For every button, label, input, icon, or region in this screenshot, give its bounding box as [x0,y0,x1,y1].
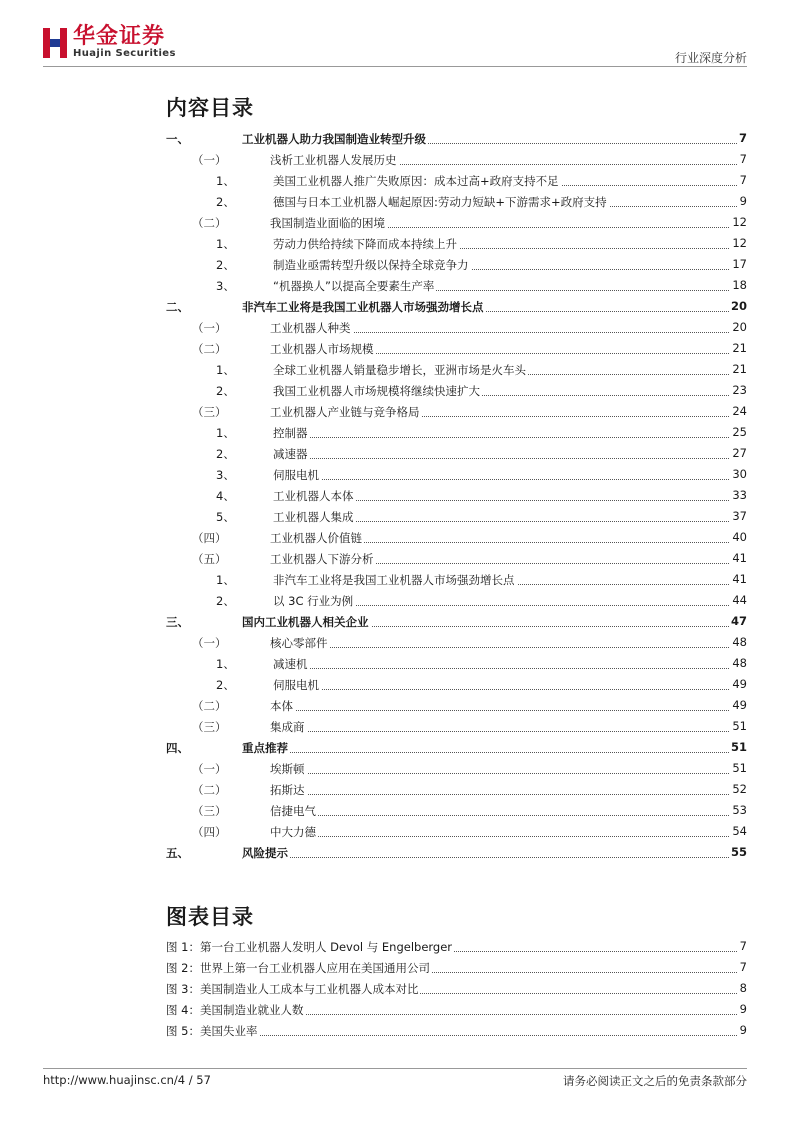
figure-entry[interactable] [166,978,747,999]
toc-entry-number: （四） [192,531,227,545]
toc-entry[interactable] [166,674,747,695]
toc-entry-title: 工业机器人产业链与竞争格局 [270,405,420,419]
toc-entry-title: 本体 [270,699,293,713]
toc-entry-page: 40 [732,530,747,544]
toc-entry[interactable] [166,296,747,317]
toc-entry-number: （一） [192,153,227,167]
company-logo [43,26,176,60]
figure-entry-page: 9 [739,1023,747,1037]
toc-entry-title: 制造业亟需转型升级以保持全球竞争力 [273,258,469,272]
toc-entry[interactable] [166,128,747,149]
toc-entry-number: 二、 [166,300,189,314]
figure-entry[interactable] [166,1020,747,1041]
toc-entry-title: 控制器 [273,426,308,440]
toc-entry[interactable] [166,338,747,359]
toc-entry-page: 17 [732,257,747,271]
toc-entry-page: 51 [730,740,747,754]
toc-entry[interactable] [166,737,747,758]
dot-leader [242,752,747,753]
figure-entry-title: 图 3：美国制造业人工成本与工业机器人成本对比 [166,982,419,996]
toc-entry-number: （一） [192,762,227,776]
dot-leader [270,794,747,795]
toc-entry-title: 非汽车工业将是我国工业机器人市场强劲增长点 [273,573,515,587]
toc-entry-title: 国内工业机器人相关企业 [242,615,369,629]
toc-entry-number: 四、 [166,741,189,755]
toc-entry-page: 51 [732,719,747,733]
toc-entry-page: 21 [732,341,747,355]
toc-entry[interactable] [166,842,747,863]
toc-entry-page: 37 [732,509,747,523]
toc-entry[interactable] [166,191,747,212]
toc-entry-title: 工业机器人市场规模 [270,342,374,356]
toc-entry-title: 核心零部件 [270,636,328,650]
dot-leader [270,815,747,816]
toc-entry-number: 4、 [216,489,235,503]
toc-entry-title: 工业机器人种类 [270,321,351,335]
toc-entry-number: （四） [192,825,227,839]
toc-entry-number: 2、 [216,447,235,461]
toc-entry-title: 集成商 [270,720,305,734]
dot-leader [273,458,747,459]
toc-entry-page: 48 [732,635,747,649]
toc-entry[interactable] [166,800,747,821]
toc-entry-number: 2、 [216,258,235,272]
figure-entry-page: 8 [739,981,747,995]
toc-entry-number: 三、 [166,615,189,629]
toc-entry-page: 24 [732,404,747,418]
dot-leader [270,710,747,711]
toc-entry-number: （三） [192,804,227,818]
figure-entry-page: 7 [739,960,747,974]
toc-entry-page: 25 [732,425,747,439]
toc-entry-number: 2、 [216,195,235,209]
toc-entry-page: 20 [730,299,747,313]
toc-entry[interactable] [166,632,747,653]
toc-entry-page: 49 [732,677,747,691]
huajin-logo-icon [43,28,67,58]
toc-entry[interactable] [166,422,747,443]
dot-leader [242,857,747,858]
dot-leader [273,668,747,669]
toc-entry[interactable] [166,233,747,254]
toc-entry-page: 44 [732,593,747,607]
toc-entry-number: 一、 [166,132,189,146]
toc-entry-title: 浅析工业机器人发展历史 [270,153,397,167]
toc-entry[interactable] [166,569,747,590]
toc-entry-page: 23 [732,383,747,397]
toc-entry-title: 信捷电气 [270,804,316,818]
toc-entry-page: 52 [732,782,747,796]
toc-entry[interactable] [166,464,747,485]
toc-entry[interactable] [166,485,747,506]
toc-entry-page: 27 [732,446,747,460]
toc-entry-page: 21 [732,362,747,376]
dot-leader [273,479,747,480]
toc-entry-title: 风险提示 [242,846,288,860]
toc-entry-number: 2、 [216,384,235,398]
toc-entry-number: （二） [192,783,227,797]
toc-entry[interactable] [166,548,747,569]
toc-entry[interactable] [166,590,747,611]
toc-entry[interactable] [166,149,747,170]
toc-entry-title: 以 3C 行业为例 [273,594,354,608]
toc-entry-number: 1、 [216,573,235,587]
toc-entry-number: （二） [192,342,227,356]
toc-entry[interactable] [166,716,747,737]
toc-entry-number: 1、 [216,657,235,671]
toc-entry-page: 47 [730,614,747,628]
toc-entry[interactable] [166,443,747,464]
toc-entry-title: 工业机器人本体 [273,489,354,503]
toc-entry-number: 2、 [216,594,235,608]
toc-entry-title: 拓斯达 [270,783,305,797]
dot-leader [270,773,747,774]
toc-entry-page: 9 [739,194,747,208]
toc-entry-number: （三） [192,720,227,734]
toc-entry-title: 伺服电机 [273,468,319,482]
figure-entry[interactable] [166,957,747,978]
figure-entry[interactable] [166,999,747,1020]
figure-entry-title: 图 2：世界上第一台工业机器人应用在美国通用公司 [166,961,430,975]
footer-disclaimer: 请务必阅读正文之后的免责条款部分 [563,1074,747,1088]
toc-entry-title: 美国工业机器人推广失败原因：成本过高+政府支持不足 [273,174,559,188]
toc-entry-title: 伺服电机 [273,678,319,692]
logo-chinese-name: 华金证券 [73,24,166,49]
dot-leader [273,689,747,690]
toc-entry-title: 中大力德 [270,825,316,839]
toc-entry-title: 埃斯顿 [270,762,305,776]
toc-entry-title: 工业机器人价值链 [270,531,362,545]
toc-entry-page: 20 [732,320,747,334]
footer-url-page[interactable]: http://www.huajinsc.cn/4 / 57 [43,1073,211,1087]
dot-leader [270,647,747,648]
dot-leader [273,437,747,438]
toc-entry-number: 1、 [216,426,235,440]
toc-entry-number: （三） [192,405,227,419]
toc-entry-number: 五、 [166,846,189,860]
table-of-contents [166,128,747,863]
toc-entry-title: 非汽车工业将是我国工业机器人市场强劲增长点 [242,300,484,314]
toc-entry-title: 德国与日本工业机器人崛起原因:劳动力短缺+下游需求+政府支持 [273,195,607,209]
toc-entry-page: 51 [732,761,747,775]
toc-entry-title: 减速机 [273,657,308,671]
figure-entry-page: 9 [739,1002,747,1016]
toc-entry-page: 33 [732,488,747,502]
toc-entry-page: 30 [732,467,747,481]
toc-entry-page: 7 [738,131,747,145]
toc-entry-number: 1、 [216,174,235,188]
toc-entry-page: 49 [732,698,747,712]
toc-entry-number: （二） [192,699,227,713]
toc-entry[interactable] [166,653,747,674]
toc-entry[interactable] [166,254,747,275]
toc-entry-title: 重点推荐 [242,741,288,755]
header-divider [43,66,747,67]
toc-entry-number: 2、 [216,678,235,692]
figure-entry-page: 7 [739,939,747,953]
toc-entry-page: 7 [739,173,747,187]
toc-entry-page: 18 [732,278,747,292]
toc-title: 内容目录 [166,96,254,120]
toc-entry-title: 减速器 [273,447,308,461]
dot-leader [270,731,747,732]
toc-entry-number: （一） [192,321,227,335]
toc-entry-title: 工业机器人集成 [273,510,354,524]
toc-entry-title: 工业机器人助力我国制造业转型升级 [242,132,426,146]
toc-entry[interactable] [166,317,747,338]
toc-entry[interactable] [166,275,747,296]
toc-entry-page: 12 [732,215,747,229]
toc-entry[interactable] [166,611,747,632]
figure-entry-title: 图 4：美国制造业就业人数 [166,1003,304,1017]
footer-divider [43,1068,747,1069]
toc-entry-title: 工业机器人下游分析 [270,552,374,566]
toc-entry[interactable] [166,821,747,842]
toc-entry-number: 5、 [216,510,235,524]
toc-entry[interactable] [166,527,747,548]
toc-entry[interactable] [166,359,747,380]
toc-entry-title: 我国制造业面临的困境 [270,216,385,230]
toc-entry-number: （五） [192,552,227,566]
toc-entry-number: （一） [192,636,227,650]
toc-entry-title: 我国工业机器人市场规模将继续快速扩大 [273,384,480,398]
toc-entry-page: 55 [730,845,747,859]
report-category: 行业深度分析 [674,51,747,65]
toc-entry[interactable] [166,212,747,233]
toc-entry-page: 54 [732,824,747,838]
toc-entry-page: 53 [732,803,747,817]
logo-english-name: Huajin Securities [73,48,176,59]
toc-entry-number: 1、 [216,237,235,251]
figures-title: 图表目录 [166,905,254,929]
toc-entry[interactable] [166,779,747,800]
toc-entry[interactable] [166,758,747,779]
dot-leader [270,836,747,837]
figure-entry-title: 图 1：第一台工业机器人发明人 Devol 与 Engelberger [166,940,453,954]
toc-entry-title: 劳动力供给持续下降而成本持续上升 [273,237,457,251]
toc-entry[interactable] [166,506,747,527]
toc-entry-number: 3、 [216,279,235,293]
toc-entry-page: 41 [732,551,747,565]
toc-entry[interactable] [166,401,747,422]
toc-entry-page: 41 [732,572,747,586]
toc-entry-page: 12 [732,236,747,250]
figure-entry-title: 图 5：美国失业率 [166,1024,258,1038]
toc-entry-number: （二） [192,216,227,230]
toc-entry-page: 7 [739,152,747,166]
toc-entry[interactable] [166,170,747,191]
figure-entry[interactable] [166,936,747,957]
toc-entry-title: “机器换人”以提高全要素生产率 [273,279,435,293]
toc-entry-number: 1、 [216,363,235,377]
list-of-figures [166,936,747,1041]
toc-entry-number: 3、 [216,468,235,482]
toc-entry-page: 48 [732,656,747,670]
toc-entry[interactable] [166,380,747,401]
toc-entry[interactable] [166,695,747,716]
toc-entry-title: 全球工业机器人销量稳步增长，亚洲市场是火车头 [273,363,526,377]
